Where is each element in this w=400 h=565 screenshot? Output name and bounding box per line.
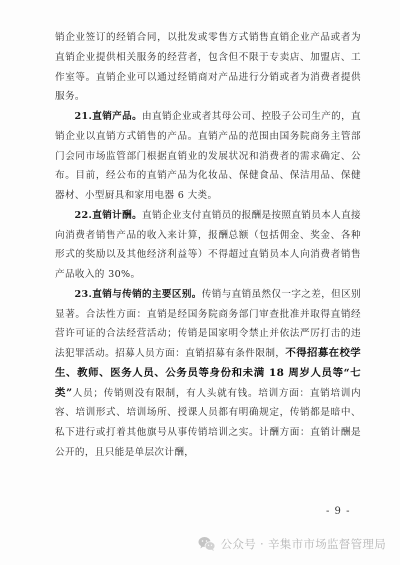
paragraph-heading: 22.直销计酬。 — [74, 209, 143, 221]
watermark-separator: · — [260, 537, 264, 551]
paragraph-text: 传销与直销虽然仅一字之差，但区别显著。合法性方面：直销是经国务院商务部门审查批准并取得直销经营许可证的合法经营活动；传销是国家明令禁止并依法严厉打击的违法犯罪活动。招募人员方面：直销招募有条件限制， — [55, 288, 361, 359]
paragraph-text: 由直销企业或者其母公司、控股子公司生产的，直销企业以直销方式销售的产品。直销产品的范围由国务院商务主管部门会同市场监管部门根据直销业的发展状况和消费者的需求确定、公布。目前，经公布的直销产品为化妆品、保健食品、保洁用品、保健器材、小型厨具和家用电器 6 大类。 — [55, 111, 361, 201]
paragraph-heading: 21.直销产品。 — [74, 111, 143, 122]
document-body — [55, 28, 361, 463]
wechat-watermark — [0, 532, 400, 556]
paragraph-23-direct-selling-vs-pyramid — [55, 285, 361, 463]
paragraph-heading: 23.直销与传销的主要区别。 — [74, 288, 202, 300]
paragraph-continued — [55, 28, 361, 107]
emphasized-text: 不得招募在校学生、教师、医务人员、公务员等身份和未满 18 周岁人员等“七类” — [55, 347, 361, 399]
paragraph-21-direct-selling-products — [55, 107, 361, 206]
watermark-label: 公众号 — [220, 537, 257, 551]
paragraph-22-direct-selling-compensation — [55, 206, 361, 285]
wechat-icon — [198, 536, 216, 552]
page-number: - 9 - — [326, 506, 351, 517]
paragraph-text: 人员；传销则没有限制，有人头就有钱。培训方面：直销培训内容、培训形式、培训场所、授课人员都有明确规定，传销都是暗中、私下进行或打着其他旗号从事传销培训之实。计酬方面：直销计酬是公开的，且只能是单层次计酬， — [55, 387, 361, 458]
paragraph-text: 直销企业支付直销员的报酬是按照直销员本人直接向消费者销售产品的收入来计算，报酬总额（包括佣金、奖金、各种形式的奖励以及其他经济利益等）不得超过直销员本人向消费者销售产品收入的 30%。 — [55, 209, 361, 280]
paragraph-text: 销企业签订的经销合同，以批发或零售方式销售直销企业产品或者为直销企业提供相关服务的经营者，包含但不限于专卖店、加盟店、工作室等。直销企业可以通过经销商对产品进行分销或者为消费者提供服务。 — [55, 32, 361, 103]
watermark-account-name: 辛集市市场监督管理局 — [268, 537, 386, 551]
